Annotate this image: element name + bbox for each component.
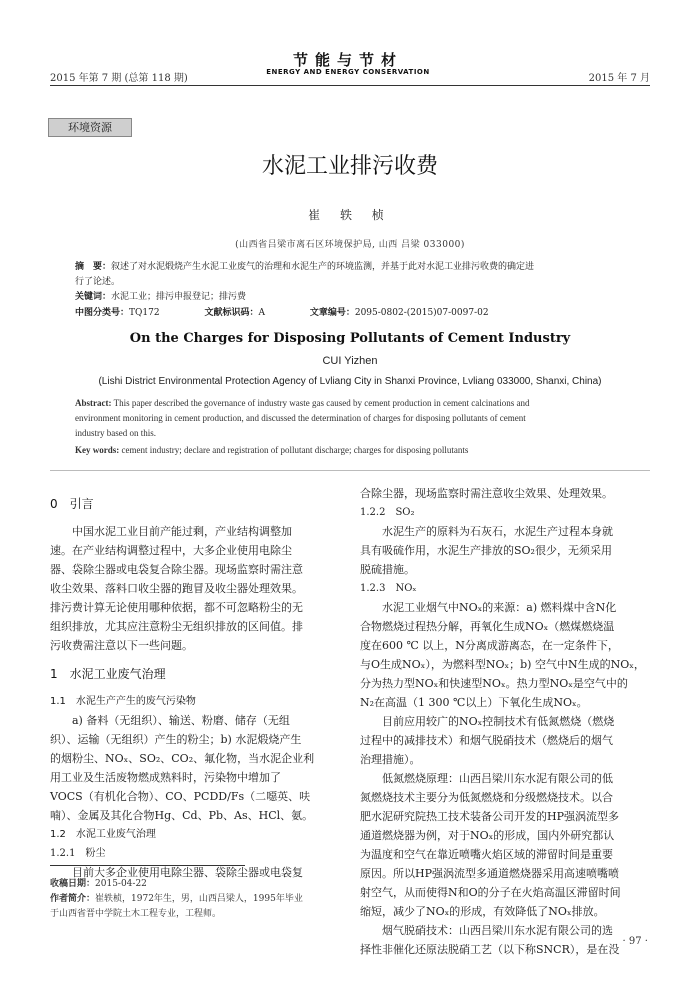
para-1-1-line: 织）、运输（无组织）产生的粉尘；b) 水泥煅烧产生 bbox=[50, 733, 302, 746]
para-1-1-line: a) 备料（无组织）、输送、粉磨、储存（无组 bbox=[72, 714, 290, 727]
received-label: 收稿日期： bbox=[50, 879, 96, 889]
received-date: 2015-04-22 bbox=[95, 879, 147, 889]
abstract-en-line1: This paper described the governance of industry waste gas caused by cement production in cement calcinations and bbox=[113, 398, 530, 408]
doc-code-value: A bbox=[258, 308, 265, 318]
heading-1-2-3: 1.2.3 NOₓ bbox=[360, 583, 417, 594]
author-en: CUI Yizhen bbox=[322, 355, 378, 367]
keywords-en bbox=[75, 443, 630, 458]
author-bio-line1: 崔轶桢，1972年生，男，山西吕梁人，1995年毕业 bbox=[95, 894, 303, 904]
para-low-nox-line: 氮燃烧技术主要分为低氮燃烧和分级燃烧技术。以合 bbox=[360, 791, 613, 804]
abstract-en-line3: industry based on this. bbox=[75, 428, 156, 438]
intro-line: 污收费需注意以下一些问题。 bbox=[50, 639, 193, 652]
abstract-rule bbox=[50, 470, 650, 471]
clc-label: 中图分类号： bbox=[75, 308, 130, 318]
para-denitration-line: 择性非催化还原法脱硝工艺（以下称SNCR），是在没 bbox=[360, 943, 620, 956]
article-no-value: 2095-0802-(2015)07-0097-02 bbox=[354, 308, 489, 318]
author-bio-line2: 于山西省晋中学院土木工程专业，工程师。 bbox=[50, 909, 222, 919]
abstract-cn-label: 摘 要： bbox=[75, 262, 112, 272]
affiliation-en: (Lishi District Environmental Protection Agency of Lvliang City in Shanxi Province, Lvliang 033000, Shanxi, China) bbox=[98, 376, 602, 387]
journal-name-en: ENERGY AND ENERGY CONSERVATION bbox=[266, 68, 430, 76]
para-nox-control-line: 过程中的减排技术）和烟气脱硝技术（燃烧后的烟气 bbox=[360, 734, 613, 747]
para-nox-control-line: 目前应用较广的NOₓ控制技术有低氮燃烧（燃烧 bbox=[382, 715, 615, 728]
para-1-1-line: 喃）、金属及其化合物Hg、Cd、Pb、As、HCl、氨。 bbox=[50, 809, 314, 822]
para-low-nox-line: 低氮燃烧原理：山西吕梁川东水泥有限公司的低 bbox=[382, 772, 613, 785]
author-bio-label: 作者简介： bbox=[50, 894, 96, 904]
heading-1-2: 1.2 水泥工业废气治理 bbox=[50, 829, 156, 840]
para-nox-source-line: 度在600 ℃ 以上，N分离成游离态，在一定条件下， bbox=[360, 639, 619, 652]
intro-line: 器、袋除尘器或电袋复合除尘器。现场监察时需注意 bbox=[50, 563, 303, 576]
keywords-cn-label: 关键词： bbox=[75, 292, 112, 302]
abstract-en bbox=[75, 396, 630, 441]
para-nox-control-line: 治理措施）。 bbox=[360, 753, 421, 766]
doc-code-label: 文献标识码： bbox=[204, 308, 259, 318]
para-1-1-line: 的烟粉尘、NOₓ、SO₂、CO₂、氟化物，当水泥企业利 bbox=[50, 752, 315, 765]
intro-line: 收尘效果、落料口收尘器的跑冒及收尘器处理效果。 bbox=[50, 582, 303, 595]
abstract-en-label: Abstract: bbox=[75, 398, 112, 408]
right-column bbox=[360, 484, 650, 959]
journal-logo bbox=[262, 52, 434, 76]
affiliation-cn: (山西省吕梁市离石区环境保护局, 山西 吕梁 033000) bbox=[235, 240, 465, 250]
intro-line: 组织排放，尤其应注意粉尘无组织排放的区间值。排 bbox=[50, 620, 303, 633]
clc-value: TQ172 bbox=[129, 308, 160, 318]
para-low-nox-line: 射空气，从而使得N和O的分子在火焰高温区滞留时间 bbox=[360, 886, 621, 899]
keywords-en-text: cement industry; declare and registration of pollutant discharge; charges for disposing pollutants bbox=[121, 445, 469, 455]
para-denitration-line: 烟气脱硝技术：山西吕梁川东水泥有限公司的选 bbox=[382, 924, 613, 937]
para-low-nox-line: 为温度和空气在靠近喷嘴火焰区域的滞留时间是重要 bbox=[360, 848, 613, 861]
heading-1-1: 1.1 水泥生产产生的废气污染物 bbox=[50, 696, 196, 707]
title-cn: 水泥工业排污收费 bbox=[261, 154, 438, 179]
heading-section-1: 1 水泥工业废气治理 bbox=[50, 667, 166, 681]
para-1-2-1-cont: 合除尘器，现场监察时需注意收尘效果、处理效果。 bbox=[360, 487, 613, 500]
keywords-cn bbox=[75, 290, 246, 305]
keywords-cn-text: 水泥工业；排污申报登记；排污费 bbox=[111, 292, 247, 302]
journal-name-cn: 节能与节材 bbox=[292, 51, 403, 69]
abstract-cn-text2: 行了论述。 bbox=[75, 277, 121, 287]
heading-1-2-2: 1.2.2 SO₂ bbox=[360, 507, 415, 518]
header-issue: 2015 年第 7 期 (总第 118 期) bbox=[50, 73, 188, 84]
keywords-en-label: Key words: bbox=[75, 445, 120, 455]
heading-introduction: 0 引言 bbox=[50, 497, 94, 511]
article-no-label: 文章编号： bbox=[309, 308, 355, 318]
page-number: · 97 · bbox=[622, 936, 648, 947]
para-low-nox-line: 缩短，减少了NOₓ的形成，有效降低了NOₓ排放。 bbox=[360, 905, 605, 918]
para-1-1-line: 用工业及生活废物燃成熟料时，污染物中增加了 bbox=[50, 771, 281, 784]
header-rule bbox=[50, 85, 650, 86]
para-1-1-line: VOCS（有机化合物）、CO、PCDD/Fs（二噁英、呋 bbox=[50, 790, 311, 803]
para-nox-source-line: 合物燃烧过程热分解，再氧化生成NOₓ（燃煤燃烧温 bbox=[360, 620, 615, 633]
footnote-rule bbox=[50, 865, 245, 866]
para-1-2-1: 目前大多企业使用电除尘器、袋除尘器或电袋复 bbox=[72, 866, 303, 879]
section-tag: 环境资源 bbox=[48, 118, 132, 137]
abstract-cn-text: 叙述了对水泥煅烧产生水泥工业废气的治理和水泥生产的环境监测，并基于此对水泥工业排污收费的确定进 bbox=[111, 262, 535, 272]
para-nox-source-line: 分为热力型NOₓ和快速型NOₓ。热力型NOₓ是空气中的 bbox=[360, 677, 628, 690]
left-column bbox=[50, 495, 340, 882]
para-nox-source-line: N₂在高温（1 300 ℃以上）下氧化生成NOₓ。 bbox=[360, 696, 588, 709]
heading-1-2-1: 1.2.1 粉尘 bbox=[50, 848, 106, 859]
header-date: 2015 年 7 月 bbox=[588, 73, 650, 84]
footnote bbox=[50, 877, 340, 922]
para-nox-source-line: 与O生成NOₓ），为燃料型NOₓ；b) 空气中N生成的NOₓ， bbox=[360, 658, 645, 671]
classification-line bbox=[75, 306, 635, 321]
para-nox-source-line: 水泥工业烟气中NOₓ的来源：a) 燃料煤中含N化 bbox=[382, 601, 617, 614]
author-cn: 崔 轶 桢 bbox=[308, 208, 392, 222]
intro-line: 中国水泥工业目前产能过剩，产业结构调整加 bbox=[72, 525, 292, 538]
para-low-nox-line: 原因。所以HP强涡流型多通道燃烧器采用高速喷嘴喷 bbox=[360, 867, 619, 880]
para-1-2-2-line: 脱硫措施。 bbox=[360, 563, 415, 576]
abstract-cn bbox=[75, 260, 635, 290]
para-low-nox-line: 肥水泥研究院热工技术装备公司开发的HP强涡流型多 bbox=[360, 810, 619, 823]
abstract-en-line2: environment monitoring in cement production, and discussed the determination of charges for disposing pollutants of cement bbox=[75, 413, 526, 423]
intro-line: 速。在产业结构调整过程中，大多企业使用电除尘 bbox=[50, 544, 292, 557]
intro-line: 排污费计算无论使用哪种依据，都不可忽略粉尘的无 bbox=[50, 601, 303, 614]
para-1-2-2-line: 水泥生产的原料为石灰石，水泥生产过程本身就 bbox=[382, 525, 613, 538]
para-1-2-2-line: 具有吸硫作用，水泥生产排放的SO₂很少，无须采用 bbox=[360, 544, 612, 557]
title-en: On the Charges for Disposing Pollutants of Cement Industry bbox=[129, 331, 571, 346]
para-low-nox-line: 通道燃烧器为例，对于NOₓ的形成，国内外研究都认 bbox=[360, 829, 615, 842]
